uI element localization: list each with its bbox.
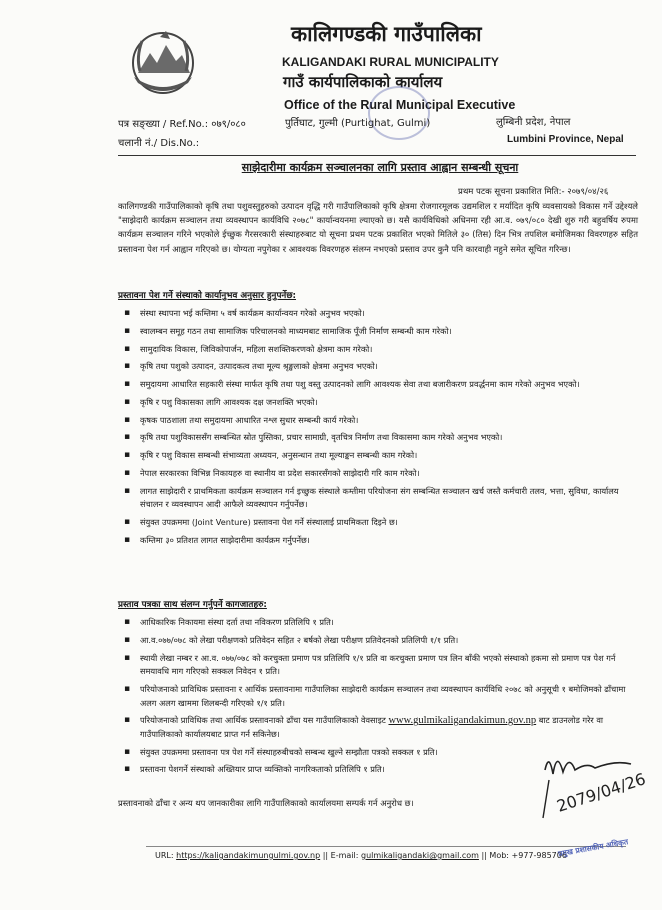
list-item: ▪ कृषि तथा पशुको उत्पादन, उत्पादकत्व तथा मूल्य श्रृङ्खलाको क्षेत्रमा अनुभव भएको। — [118, 360, 638, 374]
footer-contact — [155, 851, 567, 860]
list-item: ▪ स्थायी लेखा नम्बर र आ.व. ०७७/०७८ को करचुक्ता प्रमाण पत्र प्रतिलिपि १/१ प्रति वा करचुक्ता प्रमाण पत्र लिन बाँकी भएको संस्थाको हकमा सो प्रमाण पत्र पेश गर्न समयावधि माग गरिएको सक्कल निवेदन १ प्रति। — [118, 652, 638, 679]
published-date: प्रथम पटक सूचना प्रकाशित मिति:- २०७९/०४/२६ — [458, 187, 609, 197]
province-en: Lumbini Province, Nepal — [507, 134, 624, 145]
notice-subject: साझेदारीमा कार्यक्रम सञ्चालनका लागि प्रस्ताव आह्वान सम्बन्धी सूचना — [241, 161, 519, 174]
header-divider — [118, 155, 636, 156]
list-item: ▪ आ.व.०७७/०७८ को लेखा परीक्षणको प्रतिवेदन सहित २ बर्षको लेखा परीक्षण प्रतिवेदनको प्रतिलिपी १/१ प्रति। — [118, 634, 638, 648]
list-item: ▪ लागत साझेदारी र प्राथमिकता कार्यक्रम सञ्चालन गर्न इच्छुक संस्थाले कम्तीमा परियोजना संग सम्बन्धित सञ्चालन खर्च जस्तै कर्मचारी तलव, भत्ता, सुविधा, कार्यालय संचालन र व्यवस्थापन आदी आफैले व्यवस्थापन गर्नुपर्नेछ। — [118, 485, 638, 512]
reference-number: पत्र सङ्ख्या / Ref.No.: ०७९/०८० — [118, 119, 246, 130]
office-name-np: गाउँ कार्यपालिकाको कार्यालय — [283, 73, 443, 91]
list-item: ▪ स्वालम्बन समूह गठन तथा सामाजिक परिचालनको माध्यमबाट सामाजिक पूँजी निर्माण सम्बन्धी काम गरेको। — [118, 325, 638, 339]
signature-date: 2079/04/26 — [554, 769, 648, 816]
list-item: ▪ कृषि तथा पशुविकाससँग सम्बन्धित स्रोत पुस्तिका, प्रचार सामाग्री, वृतचित्र निर्माण तथा विकासमा काम गरेको अनुभव भएको। — [118, 431, 638, 445]
list-item: ▪ आधिकारिक निकायमा संस्था दर्ता तथा नविकरण प्रतिलिपि १ प्रति। — [118, 616, 638, 630]
office-seal — [368, 86, 430, 140]
list-item: ▪ संयुक्त उपक्रममा प्रस्तावना पत्र पेश गर्ने संस्थाहरुबीचको सम्बन्ध खुल्ने सम्झौता पत्रको सक्कल १ प्रति। — [118, 746, 638, 760]
office-address: पुर्तिघाट, गुल्मी (Purtighat, Gulmi) — [285, 118, 431, 129]
municipality-name-en: KALIGANDAKI RURAL MUNICIPALITY — [282, 55, 499, 69]
footer-url-link[interactable]: https://kaligandakimungulmi.gov.np — [176, 851, 321, 860]
dispatch-number: चलानी नं./ Dis.No.: — [118, 138, 200, 149]
footer-divider — [146, 846, 626, 847]
list-item: ▪ परियोजनाको प्राविधिक प्रस्तावना र आर्थिक प्रस्तावनामा गाउँपालिका साझेदारी कार्यक्रम सञ्चालन तथा व्यवस्थापन कार्यविधि २०७८ को अनुसूची १ बमोजिमको ढाँचामा अलग अलग खाममा शिलबन्दी गरिएको १/१ प्रति। — [118, 683, 638, 710]
section2-heading: प्रस्ताव पत्रका साथ संलग्न गर्नुपर्ने कागजातहरु: — [118, 600, 267, 610]
footer-email-label: || E-mail: — [322, 851, 359, 860]
nepal-emblem-icon — [126, 27, 200, 97]
list-item: ▪ कृषि र पशु विकासका लागि आवश्यक दक्ष जनशक्ति भएको। — [118, 396, 638, 410]
handwritten-signature — [535, 740, 655, 830]
list-item: ▪ कृषि र पशु विकास सम्बन्धी संभाव्यता अध्ययन, अनुसन्धान तथा मूल्याङ्कन सम्बन्धी काम गरेको। — [118, 449, 638, 463]
list-item: ▪ प्रस्तावना पेशगर्ने संस्थाको अख्तियार प्राप्त व्यक्तिको नागरिकताको प्रतिलिपि १ प्रति। — [118, 763, 638, 777]
municipality-name-np: कालिगण्डकी गाउँपालिका — [291, 22, 482, 46]
list-item: ▪ संयुक्त उपक्रममा (Joint Venture) प्रस्तावना पेश गर्ने संस्थालाई प्राथमिकता दिइने छ। — [118, 516, 638, 530]
official-stamp: प्रमुख प्रशासकीय अधिकृत — [557, 837, 629, 859]
list-item-text: परियोजनाको प्राविधिक तथा आर्थिक प्रस्तावनाको ढाँचा यस गाउँपालिकाको वेवसाइट — [140, 715, 386, 726]
list-item: ▪ कम्तिमा ३० प्रतिशत लागत साझेदारीमा कार्यक्रम गर्नुपर्नेछ। — [118, 534, 638, 548]
list-item: ▪ सामुदायिक विकास, जिविकोपार्जन, महिला सशक्तिकरणको क्षेत्रमा काम गरेको। — [118, 343, 638, 357]
list-item: ▪ संस्था स्थापना भई कम्तिमा ५ वर्ष कार्यक्रम कार्यान्वयन गरेको अनुभव भएको। — [118, 307, 638, 321]
footer-url-label: URL: — [155, 851, 174, 860]
list-item: ▪ समुदायमा आधारित सहकारी संस्था मार्फत कृषि तथा पशु वस्तु उत्पादनको लागि आवश्यक सेवा तथा बजारीकरण प्रवर्द्धनमा काम गरेको अनुभव भएको। — [118, 378, 638, 392]
list-item-tail: बाट डाउनलोड गरेर वा गाउँपालिकाको कार्यालयबाट प्राप्त गर्न सकिनेछ। — [140, 715, 604, 739]
website-link[interactable]: www.gulmikaligandakimun.gov.np — [388, 715, 537, 727]
province-np: लुम्बिनी प्रदेश, नेपाल — [496, 117, 571, 128]
footer-email-link[interactable]: gulmikaligandaki@gmail.com — [360, 851, 479, 860]
notice-intro: कालिगण्डकी गाउँपालिकाको कृषि तथा पशुवस्तुहरुको उत्पादन वृद्धि गरी गाउँपालिकाको कृषि क्षेत्रमा रोजगारमूलक उद्यमशिल र मर्यादित कृषि व्यवसायको विकास गर्ने उद्देश्यले "साझेदारी कार्यक्रम सञ्चालन तथा व्यवस्थापन कार्यविधि २०७८" कार्यान्वयनमा ल्याएको छ। यसै कार्यविधिको अधिनमा रही आ.व. ०७९/०८० देखी शुरु गरी बहुवर्षिय रुपमा कार्यक्रम सञ्चालन गरिने भएकोले ईच्छुक गैरसरकारी संस्थाहरुबाट यो सूचना प्रथम पटक प्रकाशित भएको मितिले ३० (तिस) दिन भित्र तपशिल बमोजिमका विवरणहरु सहित प्रस्तावना पेश गर्न आह्वान गरिएको छ। योग्यता नपुगेका र आवश्यक विवरणहरु संलग्न नभएको प्रस्ताव उपर कुनै पनि कारवाही नहुने समेत सूचित गरिन्छ। — [118, 201, 638, 254]
footer-mobile: || Mob: +977-985706 — [481, 851, 567, 860]
section1-list — [118, 307, 638, 552]
section1-heading: प्रस्तावना पेश गर्ने संस्थाको कार्यानुभव अनुसार हुनुपर्नेछ: — [118, 291, 297, 301]
closing-note: प्रस्तावनाको ढाँचा र अन्य थप जानकारीका लागि गाउँपालिकाको कार्यालयमा सम्पर्क गर्न अनुरोध छ। — [118, 798, 414, 808]
list-item — [118, 714, 638, 741]
office-name-en: Office of the Rural Municipal Executive — [284, 98, 516, 112]
list-item: ▪ नेपाल सरकारका विभिन्न निकायहरु वा स्थानीय वा प्रदेश सकारसँगको साझेदारी गरि काम गरेको। — [118, 467, 638, 481]
list-item: ▪ कृषक पाठशाला तथा समुदायमा आधारित नश्ल सुधार सम्बन्धी कार्य गरेको। — [118, 414, 638, 428]
